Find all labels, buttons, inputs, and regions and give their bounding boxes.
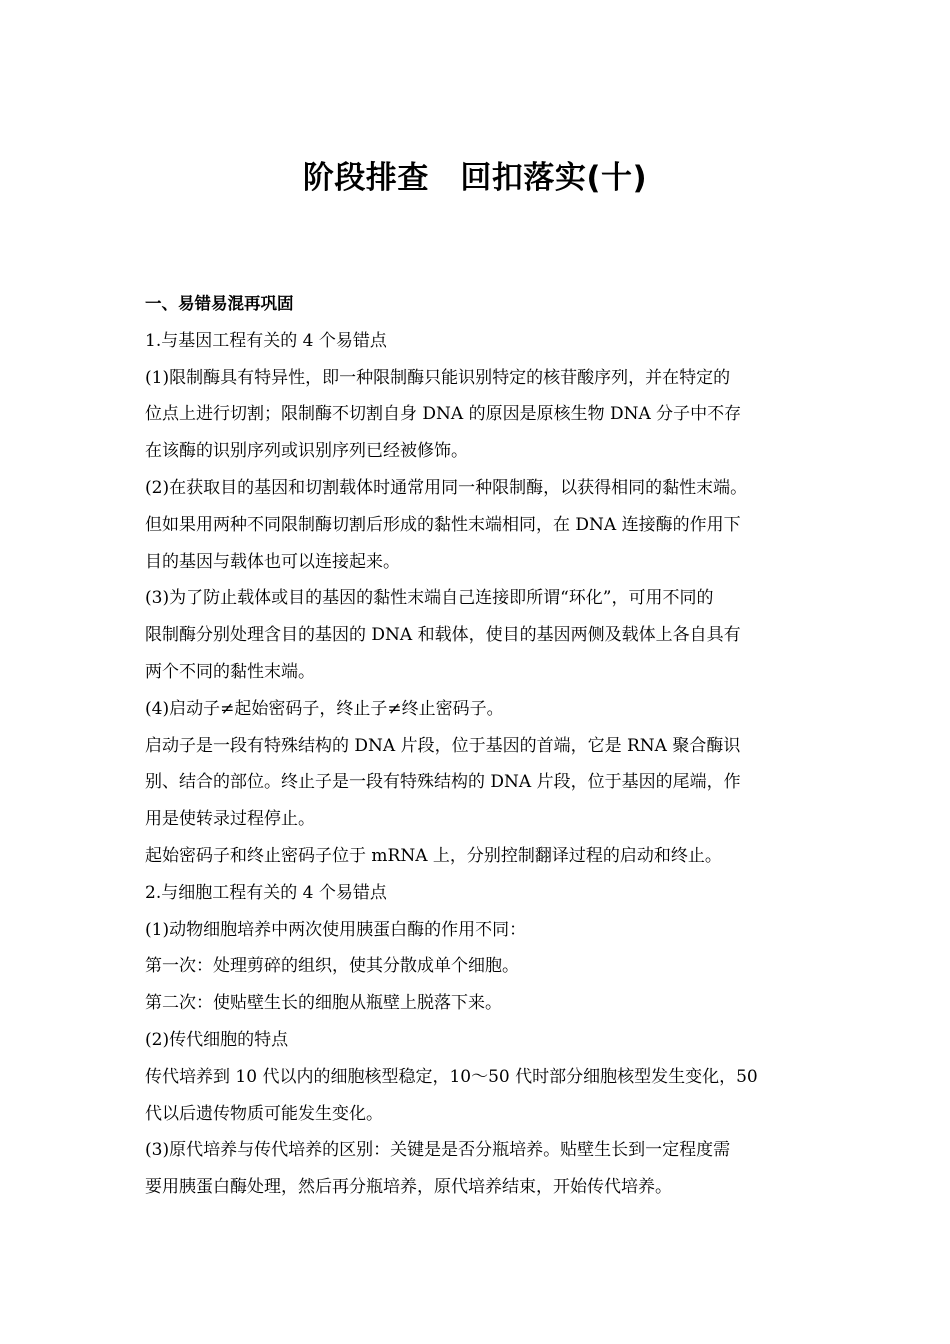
document-body — [145, 286, 810, 1206]
paragraph-line: (3)原代培养与传代培养的区别：关键是是否分瓶培养。贴壁生长到一定程度需 — [145, 1140, 731, 1161]
paragraph-line: 目的基因与载体也可以连接起来。 — [145, 551, 400, 572]
paragraph-line: 位点上进行切割；限制酶不切割自身 DNA 的原因是原核生物 DNA 分子中不存 — [145, 404, 742, 425]
paragraph-line: 别、结合的部位。终止子是一段有特殊结构的 DNA 片段，位于基因的尾端，作 — [145, 772, 741, 793]
paragraph-line: 传代培养到 10 代以内的细胞核型稳定，10～50 代时部分细胞核型发生变化，50 — [145, 1066, 758, 1087]
paragraph-line: (1)限制酶具有特异性，即一种限制酶只能识别特定的核苷酸序列，并在特定的 — [145, 367, 731, 388]
paragraph-line: 启动子是一段有特殊结构的 DNA 片段，位于基因的首端，它是 RNA 聚合酶识 — [145, 735, 741, 756]
paragraph-line: (4)启动子≠起始密码子，终止子≠终止密码子。 — [145, 698, 504, 719]
paragraph-line: 在该酶的识别序列或识别序列已经被修饰。 — [145, 441, 468, 462]
paragraph-line: 起始密码子和终止密码子位于 mRNA 上，分别控制翻译过程的启动和终止。 — [145, 845, 722, 866]
paragraph-line: (2)传代细胞的特点 — [145, 1029, 289, 1050]
paragraph-line: 限制酶分别处理含目的基因的 DNA 和载体，使目的基因两侧及载体上各自具有 — [145, 625, 741, 646]
paragraph-line: 用是使转录过程停止。 — [145, 809, 315, 830]
section-heading: 一、易错易混再巩固 — [145, 294, 294, 313]
paragraph-line: (1)动物细胞培养中两次使用胰蛋白酶的作用不同： — [145, 919, 527, 940]
paragraph-line: 第一次：处理剪碎的组织，使其分散成单个细胞。 — [145, 956, 519, 977]
page-title: 阶段排查 回扣落实(十) — [302, 160, 648, 196]
paragraph-line: 但如果用两种不同限制酶切割后形成的黏性末端相同，在 DNA 连接酶的作用下 — [145, 514, 741, 535]
paragraph-line: 要用胰蛋白酶处理，然后再分瓶培养，原代培养结束，开始传代培养。 — [145, 1177, 672, 1198]
paragraph-line: (2)在获取目的基因和切割载体时通常用同一种限制酶，以获得相同的黏性末端。 — [145, 477, 748, 498]
paragraph-line: (3)为了防止载体或目的基因的黏性末端自己连接即所谓“环化”，可用不同的 — [145, 588, 714, 609]
subsection-heading: 1.与基因工程有关的 4 个易错点 — [145, 330, 387, 351]
subsection-heading: 2.与细胞工程有关的 4 个易错点 — [145, 882, 387, 903]
paragraph-line: 代以后遗传物质可能发生变化。 — [145, 1103, 383, 1124]
paragraph-line: 两个不同的黏性末端。 — [145, 661, 315, 682]
paragraph-line: 第二次：使贴壁生长的细胞从瓶壁上脱落下来。 — [145, 993, 502, 1014]
